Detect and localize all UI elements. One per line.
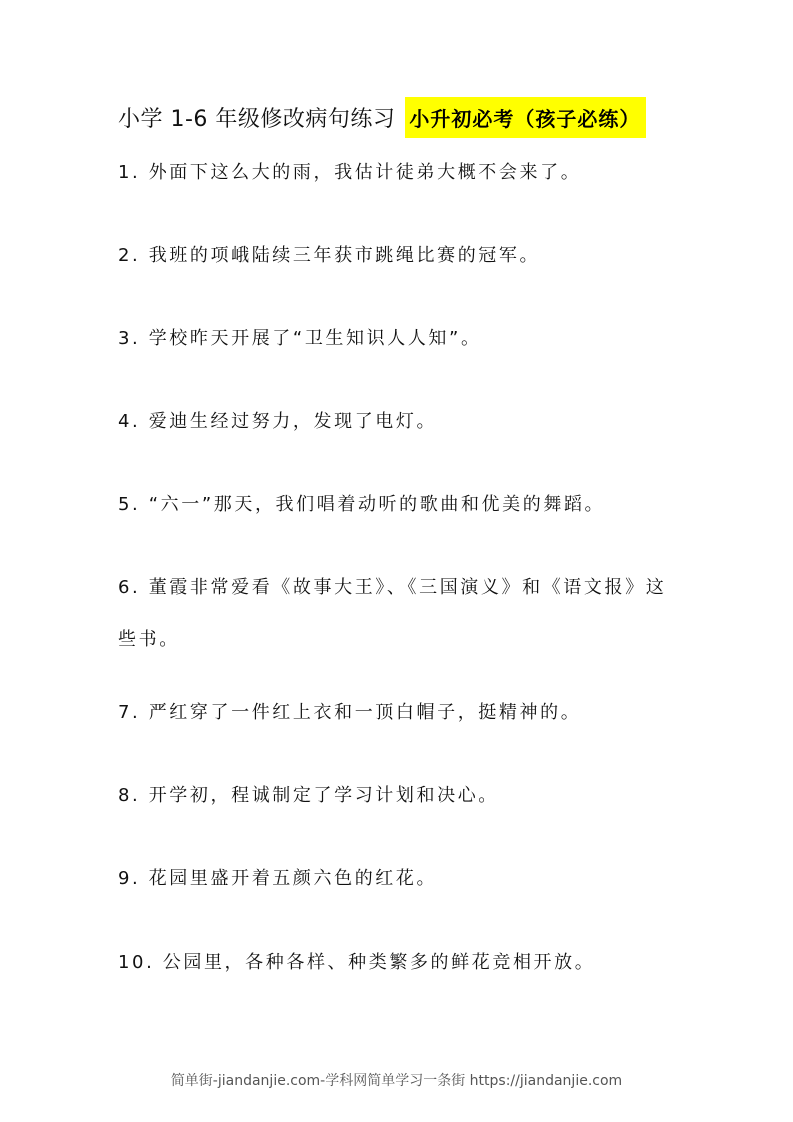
exercise-item-10: 10. 公园里，各种各样、种类繁多的鲜花竞相开放。	[118, 952, 596, 973]
exercise-item-6: 6. 董霞非常爱看《故事大王》、《三国演义》和《语文报》这些书。	[118, 577, 667, 650]
exercise-item-2: 2. 我班的项峨陆续三年获市跳绳比赛的冠军。	[118, 245, 541, 266]
exercise-item-1: 1. 外面下这么大的雨，我估计徒弟大概不会来了。	[118, 162, 582, 183]
exercise-item-8: 8. 开学初，程诚制定了学习计划和决心。	[118, 785, 499, 806]
exercise-item-5: 5. “六一”那天，我们唱着动听的歌曲和优美的舞蹈。	[118, 494, 606, 515]
title-main-text: 小学 1-6 年级修改病句练习	[118, 106, 396, 132]
exercise-item-7: 7. 严红穿了一件红上衣和一顶白帽子，挺精神的。	[118, 702, 582, 723]
page-footer: 简单街-jiandanjie.com-学科网简单学习一条街 https://jiandanjie.com	[170, 1073, 623, 1089]
exercise-item-9: 9. 花园里盛开着五颜六色的红花。	[118, 868, 438, 889]
exercise-item-4: 4. 爱迪生经过努力，发现了电灯。	[118, 411, 438, 432]
page-title	[118, 96, 646, 138]
exercise-item-3: 3. 学校昨天开展了“卫生知识人人知”。	[118, 328, 482, 349]
title-highlight-text: 小升初必考（孩子必练）	[405, 97, 646, 138]
